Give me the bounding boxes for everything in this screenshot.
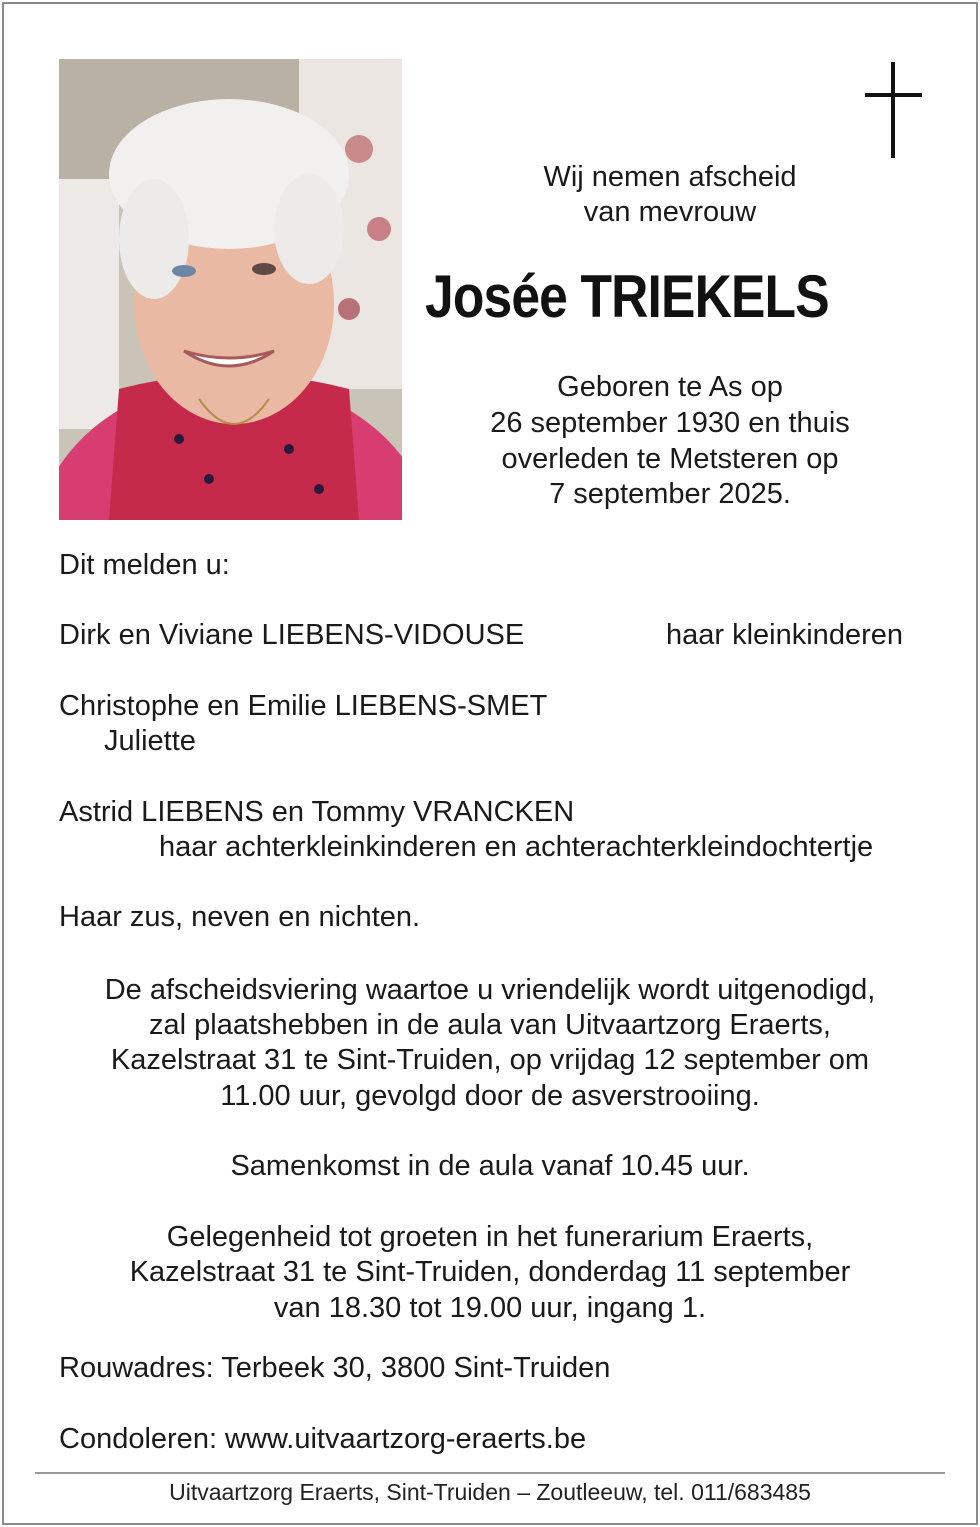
visitation-line-3: van 18.30 tot 19.00 uur, ingang 1. (273, 1292, 707, 1324)
visitation-line-1: Gelegenheid tot groeten in het funerarium Eraerts, (166, 1221, 814, 1253)
intro-line-2: van mevrouw (583, 196, 757, 228)
portrait-illustration (59, 59, 402, 520)
birth-death-line-2: 26 september 1930 en thuis (490, 407, 850, 439)
deceased-name: Josée TRIEKELS (425, 263, 829, 330)
ceremony-line-2: zal plaatshebben in de aula van Uitvaartzorg Eraerts, (149, 1009, 831, 1041)
cross-icon (865, 62, 922, 158)
birth-death-line-4: 7 september 2025. (549, 478, 791, 510)
family-row-3-name: Astrid LIEBENS en Tommy VRANCKEN (59, 796, 575, 828)
birth-death-line-3: overleden te Metsteren op (501, 443, 839, 475)
family-row-1-name: Dirk en Viviane LIEBENS-VIDOUSE (59, 619, 525, 651)
footer-divider (35, 1472, 945, 1474)
ceremony-line-4: 11.00 uur, gevolgd door de asverstrooiing. (220, 1080, 760, 1112)
condolences-link: Condoleren: www.uitvaartzorg-eraerts.be (59, 1423, 587, 1455)
family-row-1-role: haar kleinkinderen (666, 619, 903, 651)
ceremony-line-1: De afscheidsviering waartoe u vriendelijk wordt uitgenodigd, (104, 974, 876, 1006)
family-row-2-name: Christophe en Emilie LIEBENS-SMET (59, 690, 548, 722)
visitation-line-2: Kazelstraat 31 te Sint-Truiden, donderdag 11 september (129, 1256, 851, 1288)
intro-line-1: Wij nemen afscheid (543, 161, 797, 193)
funeral-home-footer: Uitvaartzorg Eraerts, Sint-Truiden – Zoutleeuw, tel. 011/683485 (169, 1479, 811, 1505)
mourning-address: Rouwadres: Terbeek 30, 3800 Sint-Truiden (59, 1352, 611, 1384)
announcement: Dit melden u: (59, 549, 230, 581)
family-row-2-child: Juliette (104, 725, 196, 757)
ceremony-line-3: Kazelstraat 31 te Sint-Truiden, op vrijdag 12 september om (110, 1044, 870, 1076)
family-others: Haar zus, neven en nichten. (59, 901, 421, 933)
family-row-3-role: haar achterkleinkinderen en achterachterkleindochtertje (159, 831, 874, 863)
birth-death-line-1: Geboren te As op (557, 371, 783, 403)
gathering-info: Samenkomst in de aula vanaf 10.45 uur. (230, 1150, 750, 1182)
portrait-photo (59, 59, 402, 520)
